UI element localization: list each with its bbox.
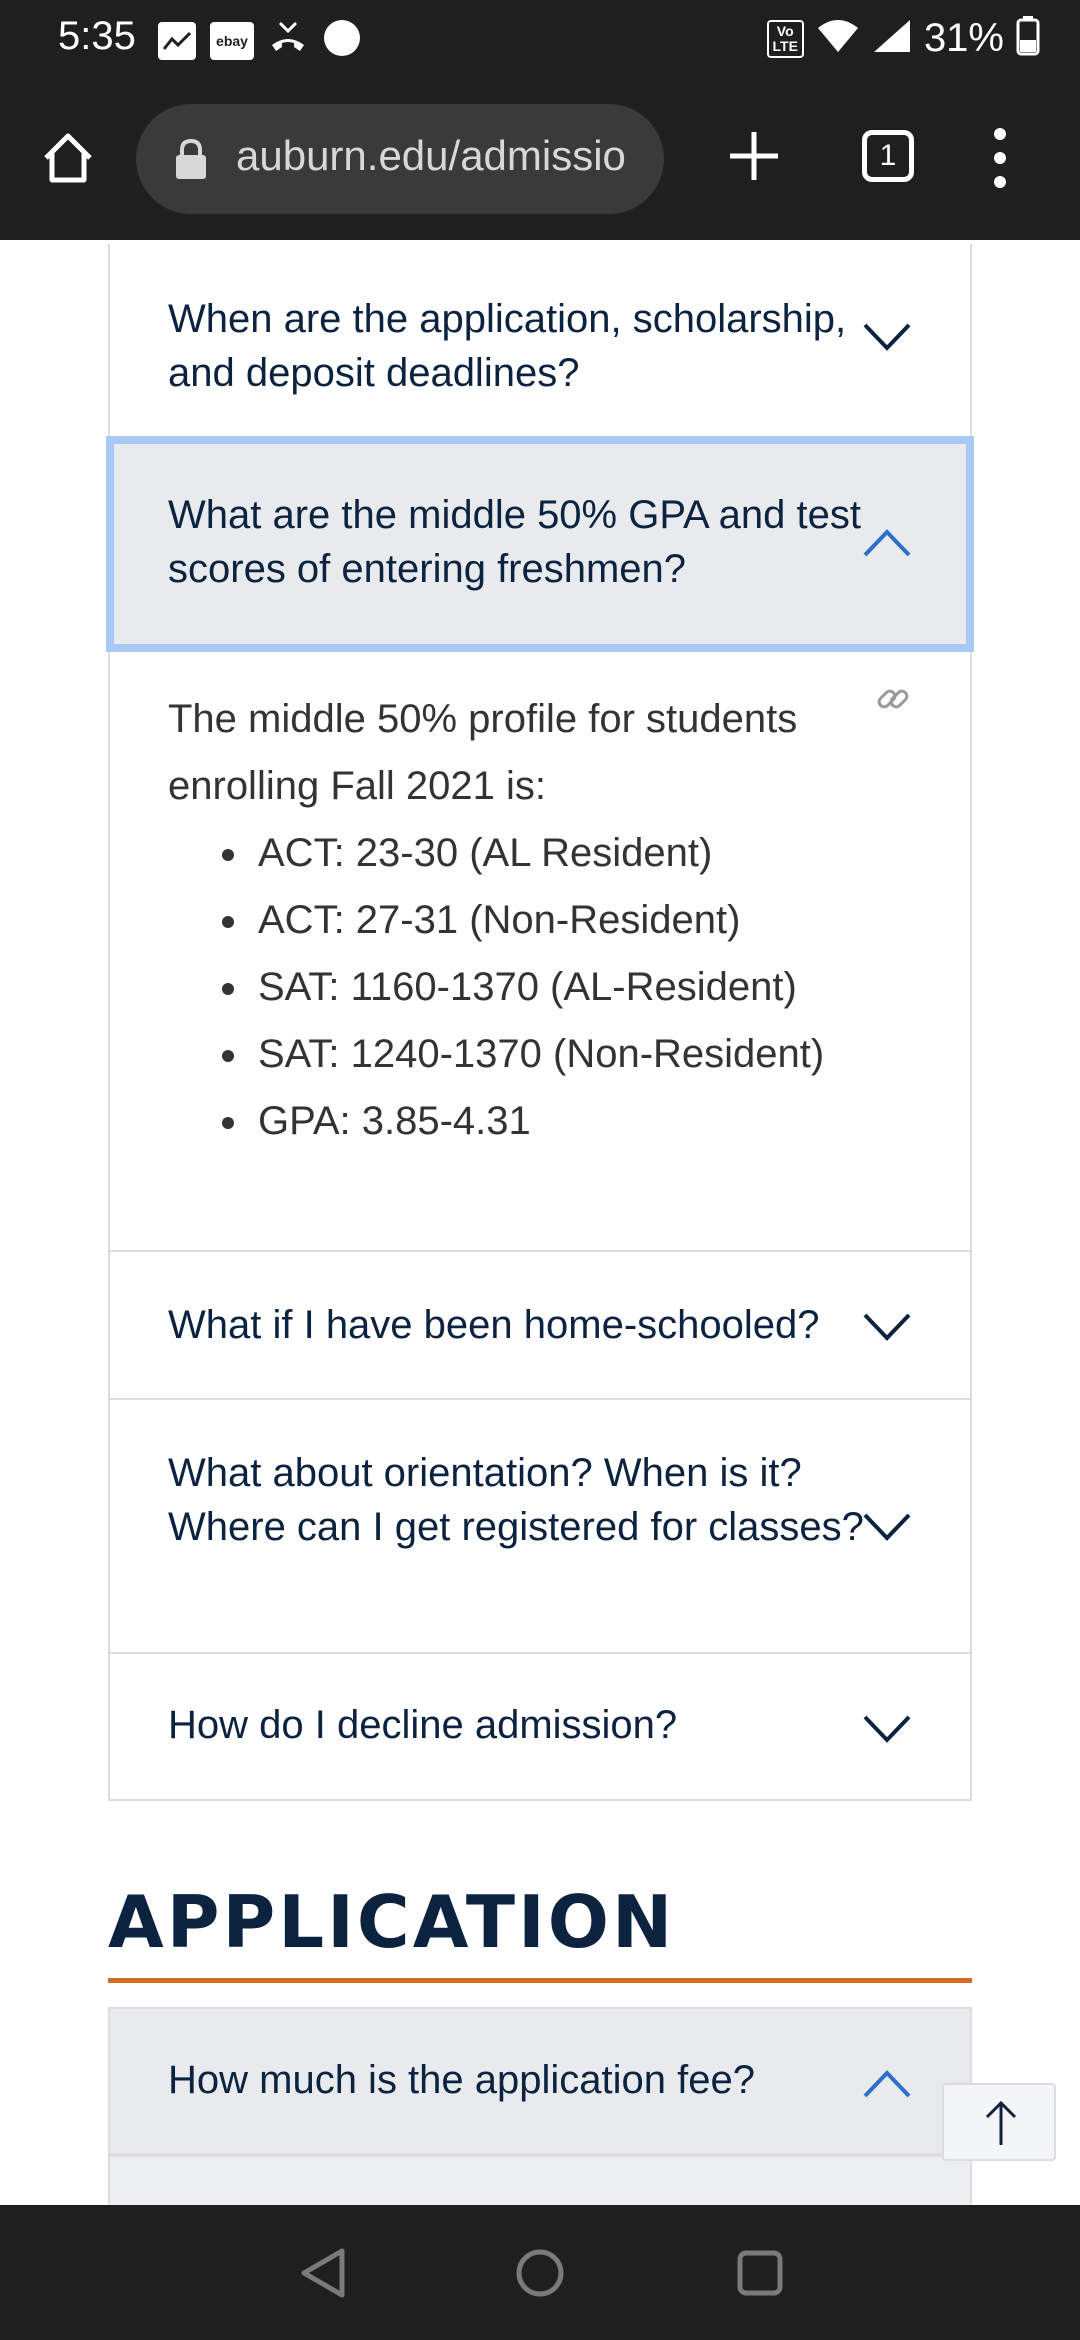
faq-question: How much is the application fee? [168, 2058, 755, 2102]
missed-call-icon [268, 19, 308, 62]
faq-question: What if I have been home-schooled? [168, 1303, 820, 1347]
answer-bullet: SAT: 1160-1370 (AL-Resident) [258, 954, 848, 1021]
answer-bullet: SAT: 1240-1370 (Non-Resident) [258, 1021, 848, 1088]
home-nav-icon[interactable] [514, 2247, 566, 2299]
faq-question: What are the middle 50% GPA and test scores of entering freshmen? [168, 493, 861, 591]
answer-bullet: GPA: 3.85-4.31 [258, 1088, 848, 1155]
chevron-up-icon [862, 528, 912, 558]
faq-item-partial [108, 2155, 972, 2205]
volte-icon: Vo LTE [767, 20, 804, 58]
home-icon[interactable] [40, 130, 96, 186]
status-bar [0, 0, 1080, 80]
faq-question: How do I decline admission? [168, 1703, 678, 1747]
page-content [0, 240, 1080, 2205]
chevron-down-icon [862, 1312, 912, 1342]
faq-question: When are the application, scholarship, and deposit deadlines? [168, 297, 847, 395]
back-icon[interactable] [298, 2247, 348, 2299]
url-text: auburn.edu/admissio [236, 132, 626, 179]
notification-icons [158, 18, 362, 63]
address-bar[interactable] [136, 104, 664, 214]
ebay-notification-icon: ebay [210, 22, 254, 60]
system-nav-bar [0, 2205, 1080, 2340]
battery-percent: 31% [923, 16, 1004, 60]
lock-icon [174, 138, 208, 180]
section-heading: APPLICATION [108, 1880, 676, 1964]
answer-list [168, 820, 848, 1155]
browser-toolbar [0, 80, 1080, 240]
faq-question: What about orientation? When is it? Where can I get registered for classes? [168, 1451, 864, 1549]
answer-bullet: ACT: 27-31 (Non-Resident) [258, 887, 848, 954]
recents-icon[interactable] [736, 2249, 784, 2297]
chevron-down-icon [862, 322, 912, 352]
tab-switcher-button[interactable]: 1 [862, 130, 914, 182]
status-time: 5:35 [58, 14, 136, 58]
faq-item-expanded[interactable] [110, 440, 970, 648]
more-menu-icon[interactable] [992, 126, 1008, 190]
signal-icon [872, 18, 912, 59]
faq-answer [168, 686, 848, 1155]
faq-item[interactable] [110, 244, 970, 440]
new-tab-icon[interactable] [726, 128, 782, 184]
scroll-to-top-button[interactable] [942, 2083, 1056, 2161]
faq-accordion [108, 244, 972, 1801]
arrow-up-icon [944, 2085, 1058, 2163]
chevron-down-icon [862, 1714, 912, 1744]
link-icon[interactable] [874, 680, 912, 718]
system-icons [767, 16, 1040, 61]
chevron-down-icon [862, 1512, 912, 1542]
faq-item-expanded[interactable] [108, 2007, 972, 2155]
answer-intro: The middle 50% profile for students enrolling Fall 2021 is: [168, 697, 798, 808]
faq-item[interactable] [110, 1252, 970, 1400]
faq-answer-panel [110, 648, 970, 1252]
answer-bullet: ACT: 23-30 (AL Resident) [258, 820, 848, 887]
battery-icon [1016, 16, 1040, 61]
stocks-notification-icon [158, 22, 196, 60]
section-divider [108, 1978, 972, 1983]
chevron-up-icon [862, 2069, 912, 2099]
circle-notification-icon [322, 18, 362, 63]
faq-item[interactable] [110, 1654, 970, 1801]
wifi-icon [816, 18, 860, 59]
faq-item[interactable] [110, 1400, 970, 1654]
